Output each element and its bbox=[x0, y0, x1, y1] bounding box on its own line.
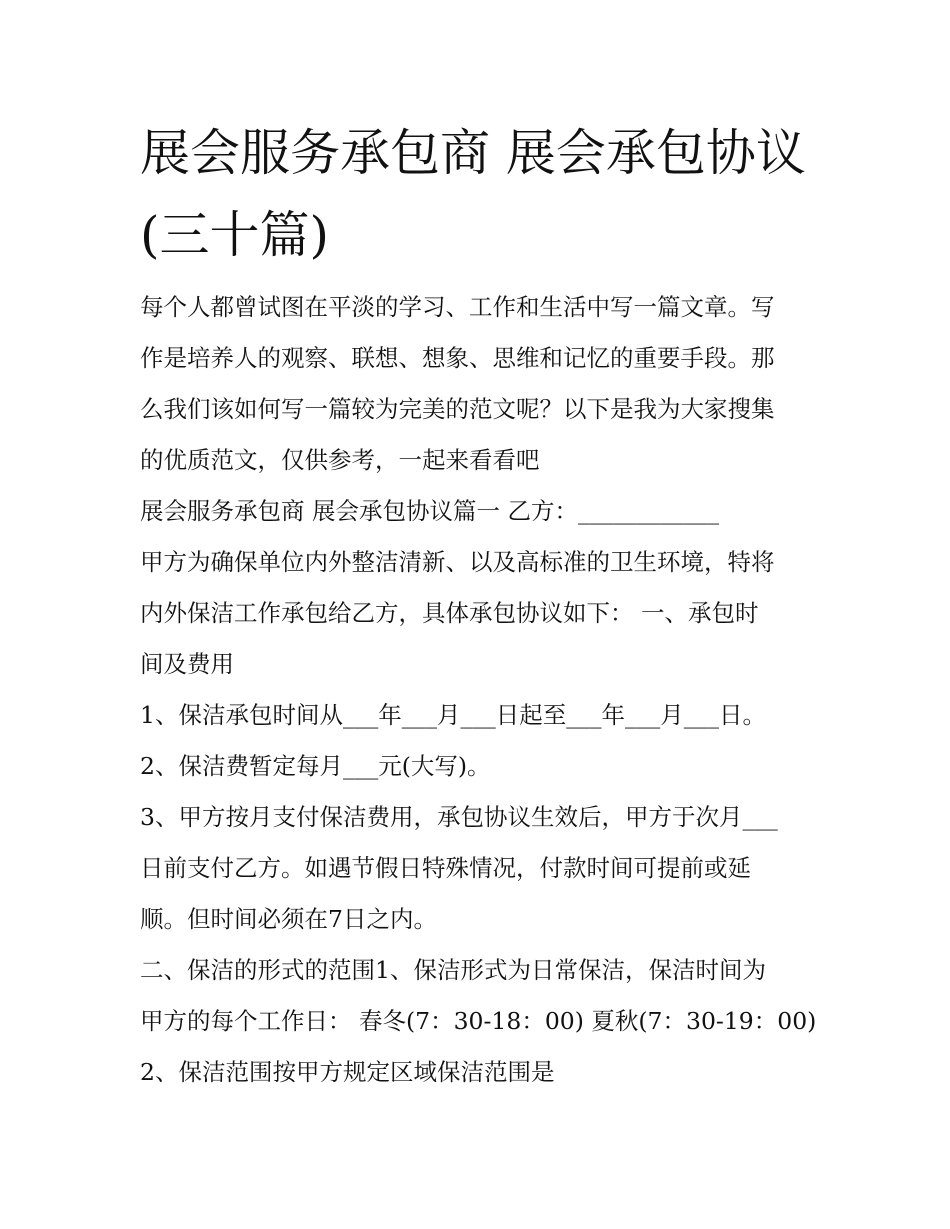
clause-line: 二、保洁的形式的范围1、保洁形式为日常保洁，保洁时间为 bbox=[140, 956, 766, 984]
paragraph-line: 内外保洁工作承包给乙方，具体承包协议如下： 一、承包时 bbox=[140, 599, 759, 627]
clause-line: 顺。但时间必须在7日之内。 bbox=[140, 905, 437, 933]
paragraph-line: 么我们该如何写一篇较为完美的范文呢？以下是我为大家搜集 bbox=[140, 395, 775, 423]
section-heading-line: 展会服务承包商 展会承包协议篇一 乙方：____________ bbox=[140, 497, 719, 525]
clause-line: 甲方的每个工作日： 春冬(7：30-18：00) 夏秋(7：30-19：00) bbox=[140, 1007, 817, 1035]
clause-line: 2、保洁费暂定每月___元(大写)。 bbox=[140, 752, 491, 780]
clause-line: 2、保洁范围按甲方规定区域保洁范围是 bbox=[140, 1058, 555, 1086]
document-body bbox=[140, 282, 840, 1098]
paragraph-line: 每个人都曾试图在平淡的学习、工作和生活中写一篇文章。写 bbox=[140, 293, 775, 321]
document-title bbox=[140, 112, 840, 276]
title-line: (三十篇) bbox=[140, 206, 330, 264]
paragraph-line: 的优质范文，仅供参考，一起来看看吧 bbox=[140, 446, 540, 474]
clause-line: 1、保洁承包时间从___年___月___日起至___年___月___日。 bbox=[140, 701, 766, 729]
clause-line: 3、甲方按月支付保洁费用，承包协议生效后，甲方于次月___ bbox=[140, 803, 778, 831]
paragraph-line: 作是培养人的观察、联想、想象、思维和记忆的重要手段。那 bbox=[140, 344, 775, 372]
title-line: 展会服务承包商 展会承包协议 bbox=[140, 124, 806, 182]
paragraph-line: 甲方为确保单位内外整洁清新、以及高标准的卫生环境，特将 bbox=[140, 548, 775, 576]
paragraph-line: 间及费用 bbox=[140, 650, 234, 678]
clause-line: 日前支付乙方。如遇节假日特殊情况，付款时间可提前或延 bbox=[140, 854, 751, 882]
